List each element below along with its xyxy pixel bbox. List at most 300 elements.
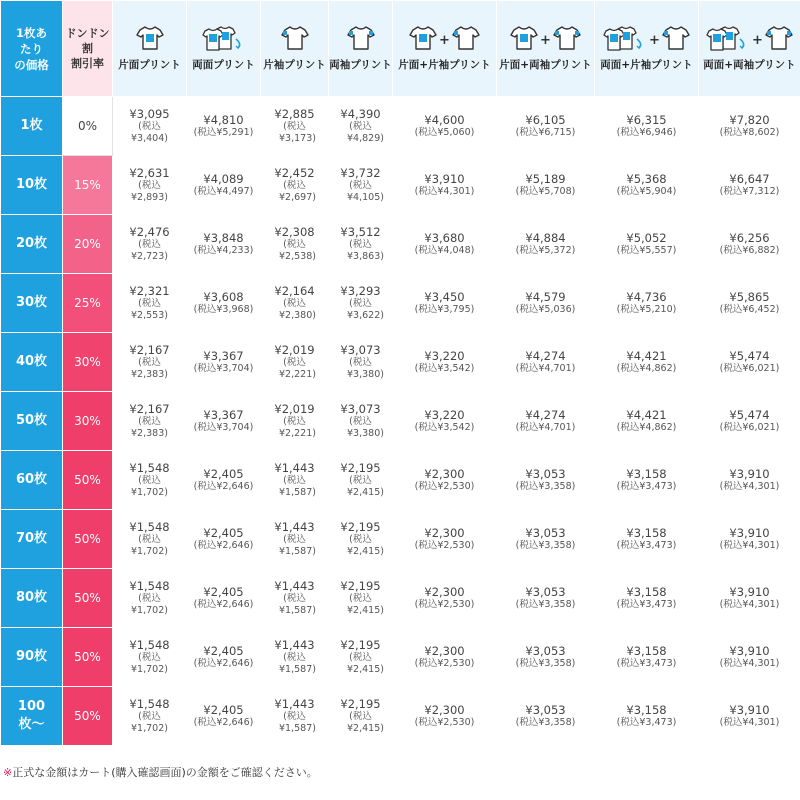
price-cell bbox=[187, 156, 261, 215]
quantity-cell: 40枚 bbox=[1, 333, 63, 392]
tax-included-price: (税込¥5,904) bbox=[616, 186, 677, 197]
price-cell bbox=[393, 333, 497, 392]
price-cell bbox=[497, 451, 595, 510]
price-value: ¥2,300 bbox=[424, 703, 465, 717]
quantity-header-line: の価格 bbox=[14, 57, 49, 72]
price-cell bbox=[393, 687, 497, 746]
tax-included-price: (税込¥3,473) bbox=[616, 717, 677, 728]
table-row bbox=[1, 628, 800, 687]
tax-included-price: (税込¥3,542) bbox=[414, 422, 475, 433]
table-row bbox=[1, 510, 800, 569]
discount-cell: 20% bbox=[63, 215, 113, 274]
price-value: ¥3,910 bbox=[729, 703, 770, 717]
price-value: ¥2,300 bbox=[424, 585, 465, 599]
price-cell bbox=[113, 510, 187, 569]
price-value: ¥3,220 bbox=[424, 408, 465, 422]
tax-included-price: (税込¥2,383) bbox=[131, 357, 168, 380]
tax-included-price: (税込¥5,708) bbox=[515, 186, 576, 197]
discount-cell: 30% bbox=[63, 333, 113, 392]
discount-cell: 50% bbox=[63, 687, 113, 746]
tax-included-price: (税込¥2,893) bbox=[131, 180, 168, 203]
price-cell bbox=[595, 628, 699, 687]
tshirt-both-sleeves-icon bbox=[347, 25, 375, 55]
price-cell bbox=[261, 451, 329, 510]
table-row bbox=[1, 687, 800, 746]
tax-included-price: (税込¥2,538) bbox=[279, 239, 316, 262]
tax-included-price: (税込¥6,946) bbox=[616, 127, 677, 138]
table-row bbox=[1, 156, 800, 215]
tax-included-price: (税込¥3,380) bbox=[347, 416, 384, 439]
price-value: ¥3,158 bbox=[626, 703, 667, 717]
price-cell bbox=[393, 451, 497, 510]
price-cell bbox=[329, 97, 393, 156]
tax-included-price: (税込¥4,301) bbox=[719, 599, 780, 610]
tax-included-price: (税込¥2,530) bbox=[414, 658, 475, 669]
price-cell bbox=[261, 274, 329, 333]
price-cell bbox=[699, 510, 800, 569]
tax-included-price: (税込¥3,358) bbox=[515, 481, 576, 492]
price-cell bbox=[261, 569, 329, 628]
tax-included-price: (税込¥4,048) bbox=[414, 245, 475, 256]
tshirt-one-sleeve-icon bbox=[452, 25, 480, 55]
price-cell bbox=[113, 451, 187, 510]
tax-included-price: (税込¥4,701) bbox=[515, 363, 576, 374]
price-cell bbox=[699, 333, 800, 392]
tax-included-price: (税込¥3,473) bbox=[616, 481, 677, 492]
price-cell bbox=[699, 687, 800, 746]
price-value: ¥2,405 bbox=[203, 703, 244, 717]
price-cell bbox=[113, 333, 187, 392]
price-value: ¥4,390 bbox=[340, 107, 381, 121]
price-value: ¥2,195 bbox=[340, 579, 381, 593]
price-cell bbox=[699, 569, 800, 628]
tax-included-price: (税込¥2,646) bbox=[193, 540, 254, 551]
price-value: ¥1,548 bbox=[129, 461, 170, 475]
tax-included-price: (税込¥3,404) bbox=[131, 121, 168, 144]
quantity-cell: 1枚 bbox=[1, 97, 63, 156]
tax-included-price: (税込¥3,863) bbox=[347, 239, 384, 262]
price-value: ¥3,608 bbox=[203, 290, 244, 304]
price-cell bbox=[329, 569, 393, 628]
discount-header bbox=[63, 1, 113, 97]
column-header-icons bbox=[329, 25, 392, 55]
price-cell bbox=[595, 392, 699, 451]
tax-included-price: (税込¥7,312) bbox=[719, 186, 780, 197]
quantity-cell: 20枚 bbox=[1, 215, 63, 274]
price-cell bbox=[329, 156, 393, 215]
quantity-cell: 30枚 bbox=[1, 274, 63, 333]
discount-cell: 30% bbox=[63, 392, 113, 451]
price-value: ¥2,405 bbox=[203, 467, 244, 481]
price-value: ¥2,164 bbox=[274, 284, 315, 298]
footnote-mark: ※ bbox=[3, 766, 13, 779]
price-value: ¥3,732 bbox=[340, 166, 381, 180]
price-value: ¥3,158 bbox=[626, 644, 667, 658]
quantity-header bbox=[1, 1, 63, 97]
price-value: ¥3,910 bbox=[424, 172, 465, 186]
price-cell bbox=[329, 451, 393, 510]
discount-cell: 25% bbox=[63, 274, 113, 333]
tax-included-price: (税込¥2,646) bbox=[193, 717, 254, 728]
tax-included-price: (税込¥5,210) bbox=[616, 304, 677, 315]
price-value: ¥1,443 bbox=[274, 638, 315, 652]
price-cell bbox=[699, 628, 800, 687]
quantity-cell: 60枚 bbox=[1, 451, 63, 510]
price-cell bbox=[113, 569, 187, 628]
tax-included-price: (税込¥2,415) bbox=[347, 652, 384, 675]
column-header-label: 両袖プリント bbox=[329, 59, 392, 71]
tshirt-both-print-icon bbox=[603, 24, 647, 56]
tax-included-price: (税込¥2,530) bbox=[414, 599, 475, 610]
price-value: ¥5,474 bbox=[729, 349, 770, 363]
price-value: ¥2,195 bbox=[340, 638, 381, 652]
price-cell bbox=[393, 392, 497, 451]
tax-included-price: (税込¥2,415) bbox=[347, 593, 384, 616]
tax-included-price: (税込¥3,704) bbox=[193, 363, 254, 374]
price-value: ¥2,019 bbox=[274, 343, 315, 357]
discount-cell: 50% bbox=[63, 569, 113, 628]
price-value: ¥3,053 bbox=[525, 585, 566, 599]
price-value: ¥1,443 bbox=[274, 697, 315, 711]
price-value: ¥3,053 bbox=[525, 644, 566, 658]
price-value: ¥4,579 bbox=[525, 290, 566, 304]
tshirt-both-sleeves-icon bbox=[553, 25, 581, 55]
tax-included-price: (税込¥3,473) bbox=[616, 540, 677, 551]
tax-included-price: (税込¥5,036) bbox=[515, 304, 576, 315]
price-value: ¥1,443 bbox=[274, 579, 315, 593]
price-value: ¥2,195 bbox=[340, 697, 381, 711]
price-value: ¥2,167 bbox=[129, 402, 170, 416]
tax-included-price: (税込¥3,622) bbox=[347, 298, 384, 321]
tax-included-price: (税込¥2,697) bbox=[279, 180, 316, 203]
price-cell bbox=[497, 510, 595, 569]
tax-included-price: (税込¥5,372) bbox=[515, 245, 576, 256]
price-value: ¥3,367 bbox=[203, 349, 244, 363]
price-value: ¥2,452 bbox=[274, 166, 315, 180]
price-cell bbox=[187, 451, 261, 510]
price-cell bbox=[699, 156, 800, 215]
column-header-label: 両面プリント bbox=[192, 59, 255, 71]
column-header bbox=[187, 1, 261, 97]
price-cell bbox=[393, 215, 497, 274]
price-value: ¥4,600 bbox=[424, 113, 465, 127]
tshirt-both-print-icon bbox=[202, 24, 246, 56]
price-cell bbox=[329, 510, 393, 569]
quantity-header-line: 1枚あ bbox=[15, 25, 47, 40]
tshirt-front-print-icon bbox=[136, 25, 164, 55]
column-header-icons bbox=[261, 25, 328, 55]
price-value: ¥6,105 bbox=[525, 113, 566, 127]
price-cell bbox=[329, 215, 393, 274]
discount-cell: 15% bbox=[63, 156, 113, 215]
price-cell bbox=[261, 510, 329, 569]
tax-included-price: (税込¥2,646) bbox=[193, 599, 254, 610]
price-cell bbox=[497, 274, 595, 333]
price-cell bbox=[113, 392, 187, 451]
tax-included-price: (税込¥8,602) bbox=[719, 127, 780, 138]
price-cell bbox=[595, 97, 699, 156]
price-value: ¥3,680 bbox=[424, 231, 465, 245]
price-cell bbox=[497, 97, 595, 156]
column-header-label: 両面+片袖プリント bbox=[600, 59, 693, 71]
header-row bbox=[1, 1, 800, 97]
tshirt-both-sleeves-icon bbox=[765, 25, 793, 55]
price-cell bbox=[113, 97, 187, 156]
price-value: ¥1,548 bbox=[129, 579, 170, 593]
tax-included-price: (税込¥3,542) bbox=[414, 363, 475, 374]
tax-included-price: (税込¥3,358) bbox=[515, 599, 576, 610]
price-value: ¥2,300 bbox=[424, 467, 465, 481]
price-value: ¥3,053 bbox=[525, 467, 566, 481]
price-value: ¥3,073 bbox=[340, 402, 381, 416]
price-value: ¥3,910 bbox=[729, 644, 770, 658]
price-value: ¥3,158 bbox=[626, 526, 667, 540]
footnote bbox=[3, 764, 318, 780]
plus-sign: + bbox=[752, 32, 763, 48]
tax-included-price: (税込¥2,530) bbox=[414, 481, 475, 492]
tax-included-price: (税込¥6,452) bbox=[719, 304, 780, 315]
price-cell bbox=[393, 628, 497, 687]
price-cell bbox=[187, 392, 261, 451]
price-value: ¥3,053 bbox=[525, 703, 566, 717]
price-cell bbox=[113, 628, 187, 687]
tax-included-price: (税込¥3,704) bbox=[193, 422, 254, 433]
price-value: ¥1,548 bbox=[129, 520, 170, 534]
tshirt-one-sleeve-icon bbox=[662, 25, 690, 55]
tax-included-price: (税込¥1,702) bbox=[131, 475, 168, 498]
column-header-icons bbox=[595, 25, 698, 55]
price-value: ¥2,631 bbox=[129, 166, 170, 180]
table-row bbox=[1, 451, 800, 510]
tax-included-price: (税込¥2,221) bbox=[279, 357, 316, 380]
price-cell bbox=[187, 333, 261, 392]
price-cell bbox=[261, 156, 329, 215]
discount-cell: 50% bbox=[63, 451, 113, 510]
tax-included-price: (税込¥5,060) bbox=[414, 127, 475, 138]
tax-included-price: (税込¥3,358) bbox=[515, 717, 576, 728]
tax-included-price: (税込¥3,968) bbox=[193, 304, 254, 315]
price-value: ¥3,053 bbox=[525, 526, 566, 540]
table-row bbox=[1, 569, 800, 628]
price-value: ¥2,885 bbox=[274, 107, 315, 121]
price-value: ¥7,820 bbox=[729, 113, 770, 127]
price-value: ¥4,089 bbox=[203, 172, 244, 186]
price-cell bbox=[497, 392, 595, 451]
price-value: ¥4,274 bbox=[525, 408, 566, 422]
column-header bbox=[261, 1, 329, 97]
price-cell bbox=[595, 156, 699, 215]
price-cell bbox=[261, 687, 329, 746]
price-cell bbox=[113, 215, 187, 274]
price-cell bbox=[595, 215, 699, 274]
price-value: ¥1,443 bbox=[274, 461, 315, 475]
price-cell bbox=[699, 451, 800, 510]
tax-included-price: (税込¥4,301) bbox=[719, 540, 780, 551]
tax-included-price: (税込¥1,587) bbox=[279, 711, 316, 734]
tax-included-price: (税込¥4,301) bbox=[414, 186, 475, 197]
price-cell bbox=[113, 156, 187, 215]
price-value: ¥3,158 bbox=[626, 467, 667, 481]
price-cell bbox=[187, 687, 261, 746]
column-header-label: 片面+両袖プリント bbox=[499, 59, 592, 71]
price-value: ¥3,848 bbox=[203, 231, 244, 245]
price-value: ¥2,321 bbox=[129, 284, 170, 298]
tax-included-price: (税込¥1,587) bbox=[279, 475, 316, 498]
price-cell bbox=[497, 569, 595, 628]
price-value: ¥2,308 bbox=[274, 225, 315, 239]
tax-included-price: (税込¥3,380) bbox=[347, 357, 384, 380]
plus-sign: + bbox=[649, 32, 660, 48]
tax-included-price: (税込¥4,301) bbox=[719, 717, 780, 728]
price-value: ¥1,443 bbox=[274, 520, 315, 534]
tax-included-price: (税込¥3,173) bbox=[279, 121, 316, 144]
price-value: ¥5,865 bbox=[729, 290, 770, 304]
tax-included-price: (税込¥2,646) bbox=[193, 658, 254, 669]
tax-included-price: (税込¥2,723) bbox=[131, 239, 168, 262]
tax-included-price: (税込¥2,221) bbox=[279, 416, 316, 439]
price-cell bbox=[261, 333, 329, 392]
price-value: ¥1,548 bbox=[129, 697, 170, 711]
price-cell bbox=[329, 687, 393, 746]
tax-included-price: (税込¥5,557) bbox=[616, 245, 677, 256]
price-cell bbox=[393, 274, 497, 333]
discount-cell: 50% bbox=[63, 628, 113, 687]
tax-included-price: (税込¥3,473) bbox=[616, 599, 677, 610]
price-cell bbox=[261, 392, 329, 451]
price-cell bbox=[187, 274, 261, 333]
column-header-label: 片袖プリント bbox=[263, 59, 326, 71]
column-header-icons bbox=[497, 25, 594, 55]
table-row bbox=[1, 333, 800, 392]
price-value: ¥2,195 bbox=[340, 520, 381, 534]
price-cell bbox=[497, 156, 595, 215]
price-cell bbox=[113, 687, 187, 746]
price-value: ¥4,736 bbox=[626, 290, 667, 304]
quantity-cell: 100枚〜 bbox=[1, 687, 63, 746]
tax-included-price: (税込¥5,291) bbox=[193, 127, 254, 138]
tax-included-price: (税込¥4,701) bbox=[515, 422, 576, 433]
price-cell bbox=[261, 215, 329, 274]
column-header bbox=[113, 1, 187, 97]
price-value: ¥2,300 bbox=[424, 526, 465, 540]
tax-included-price: (税込¥4,301) bbox=[719, 481, 780, 492]
price-value: ¥6,256 bbox=[729, 231, 770, 245]
quantity-cell: 50枚 bbox=[1, 392, 63, 451]
plus-sign: + bbox=[540, 32, 551, 48]
price-value: ¥3,293 bbox=[340, 284, 381, 298]
footnote-text: 正式な金額はカート(購入確認画面)の金額をご確認ください。 bbox=[12, 766, 318, 779]
tax-included-price: (税込¥3,358) bbox=[515, 540, 576, 551]
column-header bbox=[497, 1, 595, 97]
price-value: ¥5,052 bbox=[626, 231, 667, 245]
column-header bbox=[699, 1, 800, 97]
price-cell bbox=[261, 97, 329, 156]
price-value: ¥2,167 bbox=[129, 343, 170, 357]
price-cell bbox=[329, 392, 393, 451]
tax-included-price: (税込¥2,380) bbox=[279, 298, 316, 321]
price-cell bbox=[329, 274, 393, 333]
price-cell bbox=[595, 451, 699, 510]
price-cell bbox=[595, 333, 699, 392]
table-row bbox=[1, 97, 800, 156]
price-cell bbox=[393, 510, 497, 569]
tax-included-price: (税込¥2,415) bbox=[347, 534, 384, 557]
tax-included-price: (税込¥4,497) bbox=[193, 186, 254, 197]
tax-included-price: (税込¥1,587) bbox=[279, 534, 316, 557]
discount-header-line: ドンドン bbox=[65, 27, 110, 40]
price-value: ¥5,368 bbox=[626, 172, 667, 186]
price-value: ¥2,195 bbox=[340, 461, 381, 475]
tax-included-price: (税込¥4,829) bbox=[347, 121, 384, 144]
price-value: ¥2,405 bbox=[203, 585, 244, 599]
price-value: ¥2,019 bbox=[274, 402, 315, 416]
column-header-icons bbox=[187, 25, 260, 55]
tshirt-one-sleeve-icon bbox=[281, 25, 309, 55]
discount-cell: 50% bbox=[63, 510, 113, 569]
price-cell bbox=[393, 156, 497, 215]
price-cell bbox=[699, 392, 800, 451]
tax-included-price: (税込¥1,702) bbox=[131, 652, 168, 675]
tax-included-price: (税込¥3,795) bbox=[414, 304, 475, 315]
price-cell bbox=[595, 687, 699, 746]
column-header bbox=[393, 1, 497, 97]
column-header-icons bbox=[393, 25, 496, 55]
tax-included-price: (税込¥2,553) bbox=[131, 298, 168, 321]
tax-included-price: (税込¥2,415) bbox=[347, 475, 384, 498]
plus-sign: + bbox=[439, 32, 450, 48]
column-header bbox=[595, 1, 699, 97]
price-value: ¥3,910 bbox=[729, 467, 770, 481]
price-cell bbox=[187, 569, 261, 628]
tax-included-price: (税込¥1,587) bbox=[279, 652, 316, 675]
tax-included-price: (税込¥2,415) bbox=[347, 711, 384, 734]
tax-included-price: (税込¥1,702) bbox=[131, 593, 168, 616]
price-cell bbox=[187, 97, 261, 156]
tax-included-price: (税込¥4,862) bbox=[616, 422, 677, 433]
table-row bbox=[1, 215, 800, 274]
tax-included-price: (税込¥4,301) bbox=[719, 658, 780, 669]
column-header-label: 両面+両袖プリント bbox=[703, 59, 796, 71]
column-header-label: 片面+片袖プリント bbox=[398, 59, 491, 71]
quantity-cell: 80枚 bbox=[1, 569, 63, 628]
quantity-cell: 70枚 bbox=[1, 510, 63, 569]
column-header-label: 片面プリント bbox=[118, 59, 181, 71]
price-cell bbox=[329, 628, 393, 687]
tshirt-both-print-icon bbox=[706, 24, 750, 56]
price-cell bbox=[595, 510, 699, 569]
price-value: ¥3,910 bbox=[729, 526, 770, 540]
price-value: ¥4,421 bbox=[626, 408, 667, 422]
quantity-header-line: たり bbox=[20, 41, 43, 56]
tax-included-price: (税込¥2,530) bbox=[414, 717, 475, 728]
price-cell bbox=[595, 274, 699, 333]
column-header bbox=[329, 1, 393, 97]
tax-included-price: (税込¥4,105) bbox=[347, 180, 384, 203]
price-value: ¥3,910 bbox=[729, 585, 770, 599]
price-cell bbox=[699, 274, 800, 333]
tax-included-price: (税込¥1,702) bbox=[131, 534, 168, 557]
discount-header-line: 割 bbox=[82, 42, 93, 55]
price-cell bbox=[699, 215, 800, 274]
price-value: ¥3,367 bbox=[203, 408, 244, 422]
price-value: ¥2,405 bbox=[203, 644, 244, 658]
tax-included-price: (税込¥6,021) bbox=[719, 363, 780, 374]
price-cell bbox=[595, 569, 699, 628]
price-value: ¥4,274 bbox=[525, 349, 566, 363]
tax-included-price: (税込¥2,646) bbox=[193, 481, 254, 492]
price-cell bbox=[497, 687, 595, 746]
price-value: ¥5,474 bbox=[729, 408, 770, 422]
